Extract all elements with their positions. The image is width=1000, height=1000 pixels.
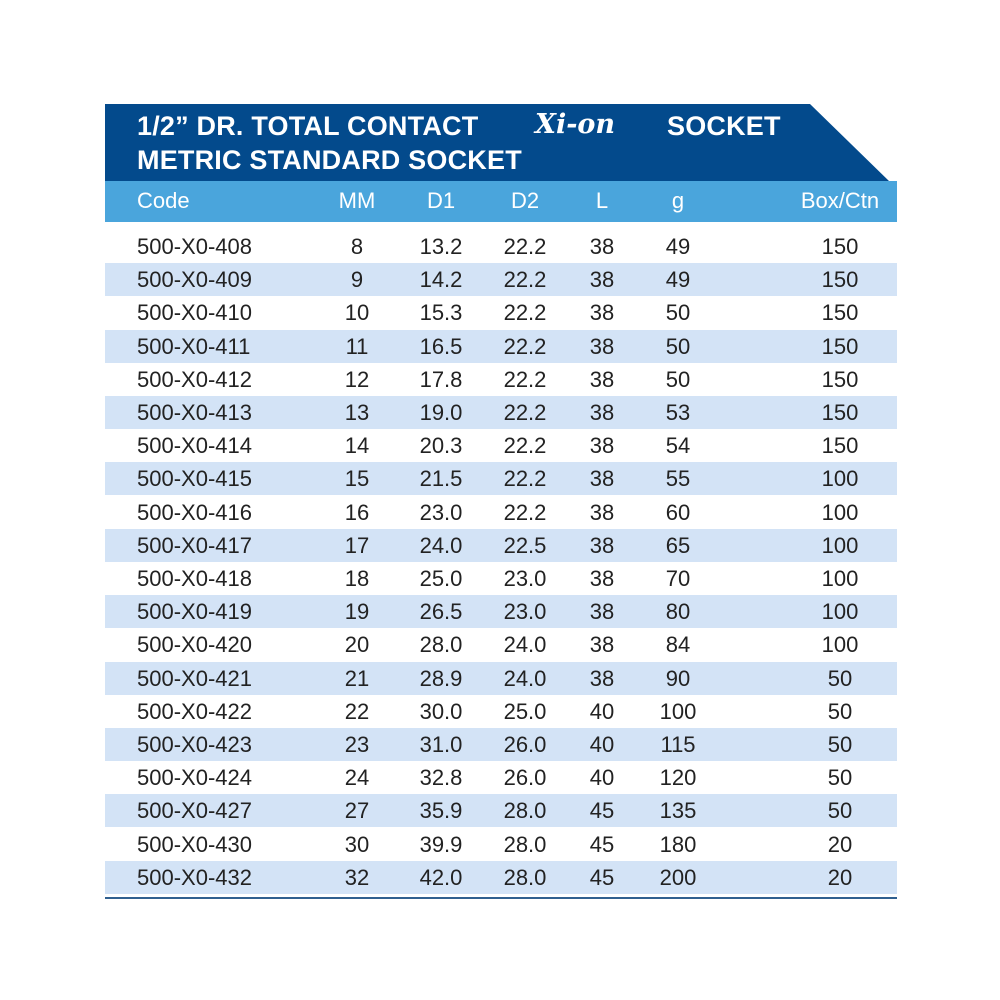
- cell-box-ctn-value: 100: [821, 499, 859, 525]
- cell-l-value: 38: [589, 400, 615, 425]
- cell-d1-value: 23.0: [419, 499, 463, 525]
- cell-d2-value: 26.0: [503, 765, 547, 791]
- cell-d1-value: 32.8: [419, 765, 463, 791]
- cell-mm-value: 13: [344, 400, 370, 425]
- table-row: [105, 363, 897, 396]
- table-row: [105, 529, 897, 562]
- cell-code: 500-X0-423: [137, 732, 252, 757]
- cell-code: 500-X0-416: [137, 499, 252, 525]
- title-line-2: METRIC STANDARD SOCKET: [137, 145, 522, 175]
- table-row: [105, 330, 897, 363]
- cell-d1-value: 28.9: [419, 665, 463, 691]
- cell-d1-value: 19.0: [419, 400, 463, 425]
- table-row: [105, 828, 897, 861]
- cell-d1-value: 42.0: [419, 864, 463, 890]
- column-header-mm-label: MM: [338, 188, 376, 213]
- cell-box-ctn-value: 100: [821, 599, 859, 625]
- cell-code: 500-X0-408: [137, 234, 252, 259]
- cell-mm-value: 20: [344, 632, 370, 658]
- cell-mm-value: 9: [350, 267, 364, 293]
- cell-l-value: 38: [589, 466, 615, 492]
- cell-d2-value: 28.0: [503, 864, 547, 890]
- cell-d2-value: 22.2: [503, 400, 547, 425]
- cell-l-value: 38: [589, 599, 615, 625]
- title-band: [105, 104, 897, 182]
- cell-g-value: 53: [665, 400, 691, 425]
- cell-l-value: 40: [589, 732, 615, 757]
- cell-g-value: 50: [665, 333, 691, 359]
- table-row: [105, 296, 897, 329]
- cell-mm-value: 21: [344, 665, 370, 691]
- cell-box-ctn-value: 20: [827, 864, 853, 890]
- cell-d1-value: 35.9: [419, 798, 463, 824]
- cell-d1-value: 16.5: [419, 333, 463, 359]
- cell-code: 500-X0-427: [137, 798, 252, 824]
- cell-l-value: 38: [589, 234, 615, 259]
- cell-d2-value: 22.5: [503, 532, 547, 558]
- cell-d1-value: 21.5: [419, 466, 463, 492]
- cell-d1-value: 25.0: [419, 566, 463, 591]
- cell-g-value: 54: [665, 433, 691, 459]
- cell-box-ctn-value: 150: [821, 234, 859, 259]
- cell-l-value: 38: [589, 665, 615, 691]
- column-header-code: Code: [137, 188, 190, 213]
- cell-g-value: 60: [665, 499, 691, 525]
- cell-box-ctn-value: 100: [821, 532, 859, 558]
- cell-d1-value: 26.5: [419, 599, 463, 625]
- cell-d2-value: 22.2: [503, 433, 547, 459]
- cell-l-value: 45: [589, 831, 615, 857]
- cell-g-value: 49: [665, 267, 691, 293]
- column-header-g-label: g: [671, 188, 685, 213]
- cell-g-value: 115: [660, 732, 696, 757]
- cell-box-ctn-value: 150: [821, 300, 859, 326]
- cell-l-value: 38: [589, 366, 615, 392]
- cell-box-ctn-value: 100: [821, 466, 859, 492]
- cell-g-value: 70: [665, 566, 691, 591]
- cell-d1-value: 30.0: [419, 698, 463, 724]
- column-header-d1-label: D1: [426, 188, 456, 213]
- cell-d2-value: 22.2: [503, 499, 547, 525]
- cell-g-value: 55: [665, 466, 691, 492]
- table-row: [105, 861, 897, 894]
- cell-l-value: 40: [589, 698, 615, 724]
- cell-g-value: 135: [659, 798, 697, 824]
- cell-l-value: 45: [589, 864, 615, 890]
- cell-l-value: 40: [589, 765, 615, 791]
- cell-d2-value: 22.2: [503, 466, 547, 492]
- cell-mm-value: 32: [344, 864, 370, 890]
- cell-code: 500-X0-432: [137, 864, 252, 890]
- cell-d1-value: 39.9: [419, 831, 463, 857]
- cell-d1-value: 14.2: [419, 267, 463, 293]
- cell-code: 500-X0-417: [137, 532, 252, 558]
- title-line-1: 1/2” DR. TOTAL CONTACT: [137, 111, 479, 141]
- cell-d2-value: 24.0: [503, 632, 547, 658]
- table-row: [105, 794, 897, 827]
- cell-box-ctn-value: 50: [827, 732, 853, 757]
- cell-g-value: 65: [665, 532, 691, 558]
- brand-logo: Xi-on: [535, 109, 616, 140]
- cell-code: 500-X0-412: [137, 366, 252, 392]
- cell-code: 500-X0-409: [137, 267, 252, 293]
- cell-code: 500-X0-421: [137, 665, 252, 691]
- table-row: [105, 728, 897, 761]
- cell-l-value: 38: [589, 499, 615, 525]
- table-bottom-rule: [105, 897, 897, 899]
- cell-box-ctn-value: 50: [827, 665, 853, 691]
- cell-g-value: 50: [665, 366, 691, 392]
- cell-g-value: 80: [665, 599, 691, 625]
- cell-code: 500-X0-419: [137, 599, 252, 625]
- cell-mm-value: 10: [344, 300, 370, 326]
- cell-box-ctn-value: 150: [821, 433, 859, 459]
- cell-mm-value: 16: [344, 499, 370, 525]
- cell-d1-value: 24.0: [419, 532, 463, 558]
- cell-mm-value: 18: [344, 566, 370, 591]
- cell-d2-value: 23.0: [503, 566, 547, 591]
- cell-g-value: 90: [665, 665, 691, 691]
- cell-d2-value: 22.2: [503, 366, 547, 392]
- cell-mm-value: 30: [344, 831, 370, 857]
- cell-d2-value: 22.2: [503, 267, 547, 293]
- cell-g-value: 120: [659, 765, 697, 791]
- cell-l-value: 38: [589, 632, 615, 658]
- table-row: [105, 595, 897, 628]
- cell-d2-value: 28.0: [503, 798, 547, 824]
- table-row: [105, 230, 897, 263]
- cell-g-value: 49: [665, 234, 691, 259]
- cell-code: 500-X0-415: [137, 466, 252, 492]
- cell-l-value: 38: [589, 532, 615, 558]
- cell-d2-value: 22.2: [503, 333, 547, 359]
- cell-code: 500-X0-413: [137, 400, 252, 425]
- cell-d1-value: 17.8: [419, 366, 463, 392]
- cell-box-ctn-value: 50: [827, 698, 853, 724]
- cell-d1-value: 31.0: [419, 732, 463, 757]
- table-row: [105, 429, 897, 462]
- cell-mm-value: 23: [344, 732, 370, 757]
- cell-g-value: 50: [665, 300, 691, 326]
- cell-l-value: 38: [589, 267, 615, 293]
- cell-mm-value: 27: [344, 798, 370, 824]
- cell-code: 500-X0-422: [137, 698, 252, 724]
- cell-box-ctn-value: 100: [821, 632, 859, 658]
- cell-d1-value: 15.3: [419, 300, 463, 326]
- cell-d2-value: 24.0: [503, 665, 547, 691]
- cell-code: 500-X0-420: [137, 632, 252, 658]
- cell-l-value: 38: [589, 433, 615, 459]
- table-row: [105, 662, 897, 695]
- cell-d2-value: 26.0: [503, 732, 547, 757]
- title-line-1-suffix: SOCKET: [667, 111, 781, 141]
- cell-mm-value: 17: [344, 532, 370, 558]
- cell-code: 500-X0-430: [137, 831, 252, 857]
- column-header-box-ctn-label: Box/Ctn: [800, 188, 880, 213]
- cell-code: 500-X0-414: [137, 433, 252, 459]
- cell-code: 500-X0-424: [137, 765, 252, 791]
- column-header-l-label: L: [595, 188, 609, 213]
- cell-d2-value: 23.0: [503, 599, 547, 625]
- cell-g-value: 100: [659, 698, 697, 724]
- table-row: [105, 695, 897, 728]
- table-row: [105, 263, 897, 296]
- cell-mm-value: 8: [350, 234, 364, 259]
- cell-box-ctn-value: 150: [821, 400, 859, 425]
- table-row: [105, 496, 897, 529]
- cell-mm-value: 19: [344, 599, 370, 625]
- cell-d2-value: 28.0: [503, 831, 547, 857]
- table-row: [105, 761, 897, 794]
- cell-box-ctn-value: 50: [827, 765, 853, 791]
- cell-mm-value: 24: [344, 765, 370, 791]
- cell-box-ctn-value: 150: [821, 366, 859, 392]
- cell-d1-value: 13.2: [419, 234, 463, 259]
- table-row: [105, 562, 897, 595]
- cell-d2-value: 25.0: [503, 698, 547, 724]
- cell-box-ctn-value: 150: [821, 267, 859, 293]
- column-header-d2-label: D2: [510, 188, 540, 213]
- cell-box-ctn-value: 100: [821, 566, 859, 591]
- cell-l-value: 38: [589, 566, 615, 591]
- cell-g-value: 200: [659, 864, 697, 890]
- cell-box-ctn-value: 50: [827, 798, 853, 824]
- cell-l-value: 38: [589, 300, 615, 326]
- cell-box-ctn-value: 150: [821, 333, 859, 359]
- cell-l-value: 45: [589, 798, 615, 824]
- cell-g-value: 84: [665, 632, 691, 658]
- cell-mm-value: 22: [344, 698, 370, 724]
- table-row: [105, 628, 897, 661]
- table-row: [105, 462, 897, 495]
- cell-mm-value: 15: [344, 466, 370, 492]
- cell-d2-value: 22.2: [503, 234, 547, 259]
- cell-d1-value: 20.3: [419, 433, 463, 459]
- cell-code: 500-X0-411: [137, 333, 251, 359]
- table-header-row: [105, 181, 897, 222]
- cell-code: 500-X0-410: [137, 300, 252, 326]
- cell-mm-value: 14: [344, 433, 370, 459]
- cell-d2-value: 22.2: [503, 300, 547, 326]
- cell-mm-value: 12: [344, 366, 370, 392]
- cell-mm-value: 11: [345, 333, 369, 359]
- table-row: [105, 396, 897, 429]
- cell-box-ctn-value: 20: [827, 831, 853, 857]
- cell-g-value: 180: [659, 831, 697, 857]
- cell-l-value: 38: [589, 333, 615, 359]
- cell-code: 500-X0-418: [137, 566, 252, 591]
- cell-d1-value: 28.0: [419, 632, 463, 658]
